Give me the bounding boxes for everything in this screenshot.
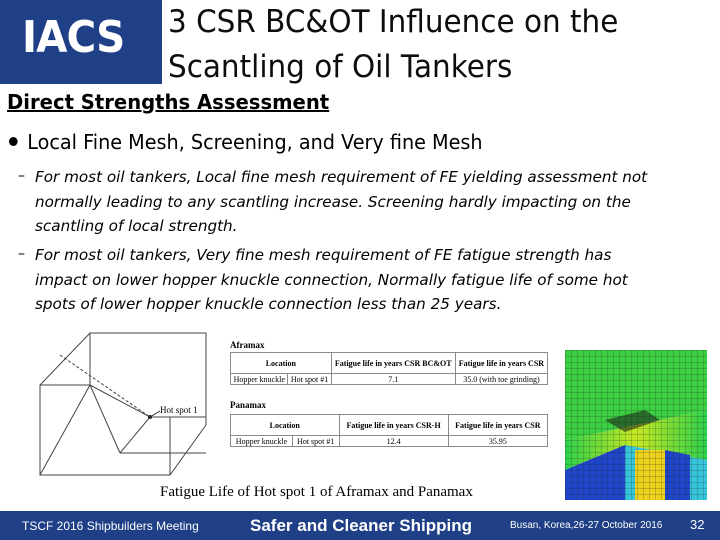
dash-icon: – [18, 168, 25, 184]
subpoint-1-line-3: scantling of local strength. [35, 217, 238, 235]
fe-model-image [565, 350, 707, 500]
hopper-knuckle-drawing [30, 325, 216, 485]
page-number: 32 [690, 517, 705, 532]
footer-location: Busan, Korea,26-27 October 2016 [510, 520, 663, 531]
panamax-header-csr-h: Fatigue life in years CSR-H [339, 415, 448, 436]
bullet-dot-icon [9, 137, 18, 146]
subpoint-2-line-2: impact on lower hopper knuckle connection, Normally fatigue life of some hot [35, 270, 628, 289]
dash-icon: – [18, 246, 25, 262]
subpoint-1-line-1: For most oil tankers, Local fine mesh requirement of FE yielding assessment not [35, 168, 648, 186]
aframax-cell-life-bcot: 7.1 [331, 374, 455, 385]
title-line-2: Scantling of Oil Tankers [168, 49, 513, 85]
subpoint-2-line-3: spots of lower hopper knuckle connection less than 25 years. [35, 295, 502, 313]
bullet-text: Local Fine Mesh, Screening, and Very fine Mesh [27, 130, 483, 154]
panamax-header-csr: Fatigue life in years CSR [448, 415, 547, 436]
slide-title [168, 0, 618, 90]
subpoint-2 [35, 243, 707, 317]
hot-spot-label: Hot spot 1 [160, 405, 198, 415]
bullet-item [9, 130, 483, 154]
aframax-title: Aframax [230, 340, 265, 350]
section-heading: Direct Strengths Assessment [7, 90, 330, 114]
aframax-header-csr-bcot: Fatigue life in years CSR BC&OT [331, 353, 455, 374]
aframax-header-csr: Fatigue life in years CSR [455, 353, 547, 374]
aframax-cell-spot: Hot spot #1 [288, 374, 331, 385]
subpoint-1-line-2: normally leading to any scantling increase. Screening hardly impacting on the [35, 192, 631, 211]
footer-slogan: Safer and Cleaner Shipping [250, 516, 472, 535]
aframax-table [230, 352, 548, 385]
subpoint-2-line-1: For most oil tankers, Very fine mesh requirement of FE fatigue strength has [35, 246, 612, 264]
panamax-cell-spot: Hot spot #1 [292, 436, 339, 447]
footer-meeting: TSCF 2016 Shipbuilders Meeting [22, 519, 199, 533]
panamax-cell-life-csrh: 12.4 [339, 436, 448, 447]
figure-caption: Fatigue Life of Hot spot 1 of Aframax and Panamax [160, 484, 473, 500]
title-line-1: 3 CSR BC&OT Influence on the [168, 4, 619, 40]
subpoint-1 [35, 165, 707, 239]
aframax-cell-location: Hopper knuckle [231, 374, 288, 385]
panamax-cell-location: Hopper knuckle [231, 436, 293, 447]
panamax-header-location: Location [231, 415, 340, 436]
iacs-logo [0, 0, 162, 84]
aframax-cell-life-csr: 35.0 (with toe grinding) [455, 374, 547, 385]
panamax-table [230, 414, 548, 447]
aframax-header-location: Location [231, 353, 332, 374]
panamax-cell-life-csr: 35.95 [448, 436, 547, 447]
logo-text: IACS [22, 12, 125, 63]
panamax-title: Panamax [230, 400, 266, 410]
